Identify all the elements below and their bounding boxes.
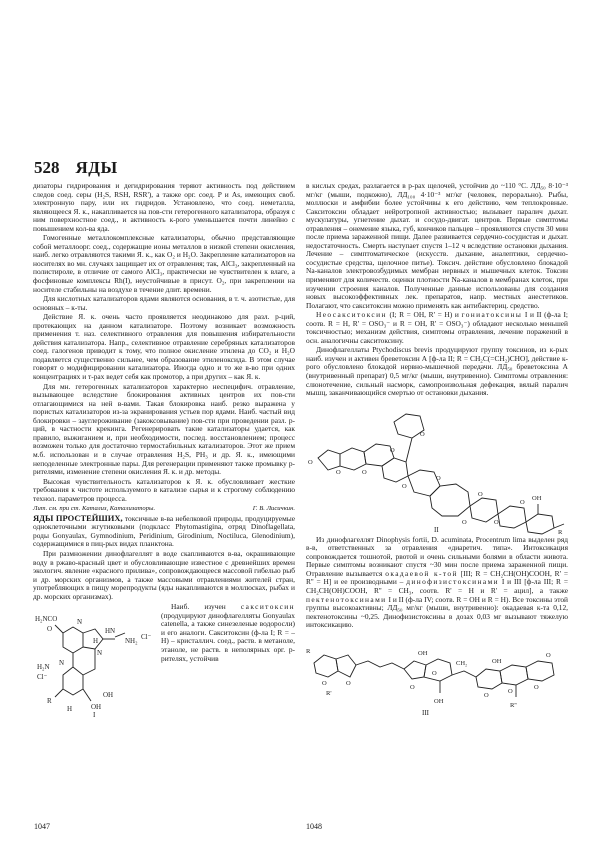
atom-label: N — [59, 659, 65, 668]
ring-bond — [404, 661, 426, 679]
atom-label: H₂N — [37, 663, 50, 672]
okadaic-acid-structure-drawing — [306, 633, 568, 719]
ring-bond — [526, 661, 554, 681]
atom-label: O — [420, 430, 425, 438]
text-run: Из динофлагеллят Dinophysis fortii, D. acuminata, Procentrum lima выделен ряд в-в, ответственных за отравления «диаретич. типа». Интоксикация сопровождается тошнотой, рвотой и очень сильными болями в области живота. Первые симптомы возникают спустя ~30 мин после приема зараженной пищи. Отравление вызывается — [306, 534, 568, 578]
bond — [115, 633, 125, 637]
paragraph: Для мн. гетерогенных катализаторов характерно неспецифич. отравление, вызывающее вследствие блокирования активных центров их пов-сти отлагающимися на ней в-вами. Такая блокировка наиб. резко выражена у пористых катализаторов из-за экранирования устьев пор ядами. Наиб. частый вид блокировки – зауглероживание (закоксовывание) пов-сти при проведении разл. р-ций, в частности крекинга. Регенерировать такие катализаторы удается, как правило, выжиганием и, при необходимости, послед. восстановлением; процесс возможен только для достаточно термостабильных катализаторов. Этот же прием м.б. использован и в случае отравления H₂S, PH₃ и др. Я. к., имеющими неподеленные электронные пары. Для регенерации применяют также промывку р-рителями, изменение степени окисления Я. к. и др. методы. — [33, 381, 295, 477]
atom-label: O — [308, 458, 313, 466]
atom-label: NH₂ — [125, 637, 138, 646]
paragraph: При размножении динофлагеллят в воде скапливаются в-ва, окрашивающие воду в ржаво-красный цвет и обусловливающие известное с древнейших времен экологич. явление «красного прилива», сопровождающееся массовой гибелью рыб и др. морских организмов, а также массовыми отравлениями жителей стран, употребляющих в пищу морепродукты (яды накапливаются в моллюсках, рыбах и др. морских организмах). — [33, 548, 295, 601]
paragraph — [306, 536, 568, 630]
paragraph: Высокая чувствительность катализаторов к Я. к. обусловливает жесткие требования к чистоте используемого в катализе сырья и к строгому соблюдению технол. параметров процесса. — [33, 476, 295, 503]
ring-bond — [340, 448, 366, 470]
atom-label: OH — [418, 649, 428, 657]
left-column — [33, 182, 295, 721]
atom-label: O — [520, 498, 525, 506]
atom-label: O — [402, 482, 407, 490]
bond — [406, 438, 412, 462]
ring-bond — [424, 659, 452, 681]
column-number-right: 1048 — [306, 822, 322, 831]
atom-label: Cl⁻ — [37, 673, 48, 682]
atom-label: O — [346, 679, 351, 687]
atom-label: H₂NCO — [35, 615, 58, 624]
ring-bond — [408, 470, 440, 496]
term-saxitoxin: сакситоксин — [240, 602, 295, 612]
term-neosaxitoxin: Неосакситоксин — [316, 310, 387, 320]
right-column — [306, 182, 568, 719]
paragraph: Действие Я. к. очень часто проявляется неодинаково для разл. р-ций, протекающих на данном катализаторе. Поэтому возникает возможность применения т. наз. селективного отравления для повышения избирательности действия катализатора. Напр., селективное отравление серебряных катализаторов соед. галогенов приводит к тому, что полное окисление этилена до CO₂ и H₂O подавляется существенно сильнее, чем образование этиленоксида. В этом случае говорят о модифицировании катализатора. Иногда одно и то же в-во при одних концентрациях и т-рах ведет себя как промотор, а при других – как Я. к. — [33, 312, 295, 382]
column-number-left: 1047 — [34, 822, 50, 831]
atom-label: R'' — [510, 701, 517, 709]
paragraph — [306, 311, 568, 345]
page-number: 528 — [34, 158, 60, 177]
term-pectenotoxins: пектенотоксинами — [306, 594, 387, 604]
entry-paragraph — [33, 514, 295, 549]
structure-II — [306, 400, 568, 536]
text-run: (продуцируют динофлагелляты Gonyaulax catenella, а также синезеленые водоросли) и его аналоги. Сакситоксин (ф-ла I; R = –H) – кристаллич. соед., раств. в метаноле, этаноле, не раств. в неполярных орг. р-рителях, устойчив — [161, 610, 295, 663]
text-run: Наиб. изучен — [171, 602, 241, 612]
atom-label: R — [47, 697, 52, 706]
bond — [452, 671, 476, 677]
bond — [356, 661, 404, 669]
ring-bond — [476, 669, 502, 689]
atom-label: O — [546, 651, 551, 659]
brevetoxin-structure-drawing — [306, 400, 568, 536]
paragraph: дизаторы гидрирования и дегидрирования теряют активность под действием следов соед. серы (H₂S, RSH, RSR'), а также орг. соед. P и As, имеющих своб. электронную пару, или их гидридов. Установлено, что соед. неметалла, являющееся Я. к., накапливается на пов-сти гетерогенного катализатора, образуя с ним поверхностное соед., и активность к-рого уменьшается почти линейно с повышением кол-ва яда. — [33, 181, 295, 233]
literature-reference: Лит. см. при ст. Катализ, Катализаторы. — [33, 505, 156, 513]
atom-label: O — [534, 683, 539, 691]
ring-bond — [314, 655, 338, 677]
atom-label: O — [494, 518, 499, 526]
ring-bond — [526, 514, 554, 534]
atom-label: O — [436, 474, 441, 482]
ring-bond — [318, 450, 340, 470]
structure-label: III — [422, 708, 429, 717]
bond — [83, 689, 91, 701]
paragraph: Для кислотных катализаторов ядами являются основания, в т. ч. азотистые, для основных – к-ты. — [33, 294, 295, 312]
atom-label: O — [484, 691, 489, 699]
ring-bond — [430, 484, 470, 516]
atom-label: O — [322, 679, 327, 687]
atom-label: Cl⁻ — [141, 633, 152, 642]
atom-label: OH — [103, 691, 114, 700]
paragraph — [161, 603, 295, 721]
ring-bond — [63, 667, 83, 695]
atom-label: N — [97, 649, 103, 658]
text-run: [III; R = CH₂CH(OH)COOH, R' = R'' = H] и ее производными – — [306, 568, 568, 587]
atom-label: CH₂ — [456, 659, 468, 667]
atom-label: R — [306, 647, 311, 655]
atom-label: O — [432, 669, 437, 677]
bond — [554, 524, 564, 528]
ring-bond — [336, 655, 356, 677]
atom-label: OH — [492, 657, 502, 665]
bond — [55, 689, 63, 697]
text-run: I и II (ф-ла IV; соотв. R = OH и R = H). Все токсины этой группы высокоактивны; ЛД₅₀ мг/кг (мыши, внутривенно): окадаевая к-та 0,12, пектенотоксины ~0,25. Динофизистоксины в дозах 0,03 мг вызывают тяжелую интоксикацию. — [306, 594, 568, 630]
structure-and-text — [33, 603, 295, 721]
entry-text: токсичные в-ва небелковой природы, продуцируемые одноклеточными жгутиковыми (подкласс Phytomastigina, отряд Dinoflagellata, роды Gonyaulax, Gymnodinium, Peridinium, Girodinium, Noctiluca, Glenodinium), содержащимися в пиц-рых видах планктона. — [33, 513, 295, 549]
bond — [55, 625, 63, 633]
atom-label: O — [410, 683, 415, 691]
atom-label: N — [77, 618, 83, 627]
paragraph: в кислых средах, разлагается в р-рах щелочей, устойчив до ~110 °C. ЛД₅₀ 8·10⁻³ мг/кг (мыши, подкожно), ЛД₁₀₀ 4·10⁻³ мг/кг (человек, перорально). Рыбы, моллюски и амфибии более устойчивы к его действию, чем теплокровные. Сакситоксин обладает нейротропной активностью; вызывает паралич дыхат. мускулатуры, угнетение дыхат. и сосудо-двигат. центров. Первые симптомы отравления – онемение языка, губ, кончиков пальцев – проявляются спустя 30 мин после приема зараженной пищи. Далее развивается сердечно-сосудистая и дыхат. недостаточность. Смерть наступает спустя 1–12 ч вследствие остановки дыхания. Лечение – симптоматическое (искусств. дыхание, аналептики, сердечно-сосудистые средства, щелочное питье). Токсич. действие обусловлено блокадой Na-каналов электровозбудимых мембран нервных и мышечных клеток. Токсин применяют для количеств. оценки плотности Na-каналов в мембранах клеток, при изучении строения каналов. Полученные данные использованы для создания новых высокоэффективных лек. препаратов, напр. местных анестетиков. Полагают, что сакситоксин можно применять как антибактериц. средство. — [306, 181, 568, 310]
entry-title: ЯДЫ ПРОСТЕЙШИХ, — [33, 512, 123, 523]
atom-label: O — [508, 687, 513, 695]
paragraph: Динофлагеллаты Ptychodiscus brevis продуцируют группу токсинов, из к-рых наиб. изучен и активен бреветоксин А [ф-ла II; R = CH₂C(=CH₂)CHO], действие к-рого обусловлено блокадой нервно-мышечной передачи. ЛД₅₀ бреветоксина А (внутривенный препарат) 0,5 мг/кг (мыши, внутривенно). Симптомы отравления: слюнотечение, сильный насморк, самопроизвольная дефекация, вялый паралич мышц, заканчивающийся смертью от остановки дыхания. — [306, 345, 568, 398]
ring-bond — [382, 458, 408, 482]
ring-bond — [498, 506, 526, 528]
atom-label: O — [362, 468, 367, 476]
text-run: I и III [ф-ла III; R = CH₂CH(OH)COOH, R'' = CH₃, соотв. R' = H и R' = ацил], а также — [306, 577, 568, 595]
atom-label: O — [336, 468, 341, 476]
page-header — [34, 158, 118, 178]
structure-label: I — [93, 711, 96, 720]
term-dinophysistoxins: динофизистоксинами — [406, 577, 500, 587]
structure-I — [33, 603, 157, 721]
atom-label: H — [67, 705, 73, 714]
atom-label: HN — [105, 627, 116, 636]
ring-bond — [73, 649, 95, 675]
atom-label: H — [93, 637, 99, 646]
paragraph: Гомогенные металлокомплексные катализаторы, обычно представляющие собой металлоорг. соед., содержащие ионы металлов в низкой степени окисления, наиб. легко отравляются такими Я. к., как O₂ и H₂O. Закрепление катализаторов на носителях во мн. случаях защищает их от отравления; так, AlCl₃, закрепленный на полистироле, в отличие от самого AlCl₃, практически не чувствителен к влаге, а фосфиновые комплексы Rh(I), неустойчивые в присут. O₂, при закреплении на носителе стабильны на воздухе в течение длит. времени. — [33, 233, 295, 294]
term-okadaic-acid: окадаевой к-той — [385, 568, 458, 578]
atom-label: O — [478, 490, 483, 498]
ring-bond — [63, 627, 83, 653]
saxitoxin-structure-drawing — [33, 603, 157, 721]
atom-label: OH — [532, 494, 542, 502]
ring-bond — [500, 665, 528, 685]
author-signature: Г. В. Лисичкин. — [252, 505, 295, 513]
atom-label: R — [558, 528, 563, 536]
running-title: ЯДЫ — [75, 158, 118, 177]
structure-label: II — [434, 525, 439, 534]
atom-label: O — [390, 446, 395, 454]
text-run: I и II (ф-ла I; соотв. R = H, R' = OSO₃⁻ и R = OH, R' = OSO₃⁻) обладают несколько меньшей токсичностью; механизм действия, симптомы отравления, лечение поражений в осн. аналогичны сакситоксину. — [306, 310, 568, 345]
structure-III — [306, 633, 568, 719]
term-gonyautoxins: гониатоксины — [461, 310, 523, 320]
atom-label: OH — [434, 697, 444, 705]
atom-label: R' — [326, 689, 332, 697]
atom-label: O — [47, 625, 53, 634]
text-run: (I; R = OH, R' = H) и — [386, 310, 462, 320]
atom-label: O — [462, 518, 467, 526]
atom-label: OH — [91, 703, 102, 712]
